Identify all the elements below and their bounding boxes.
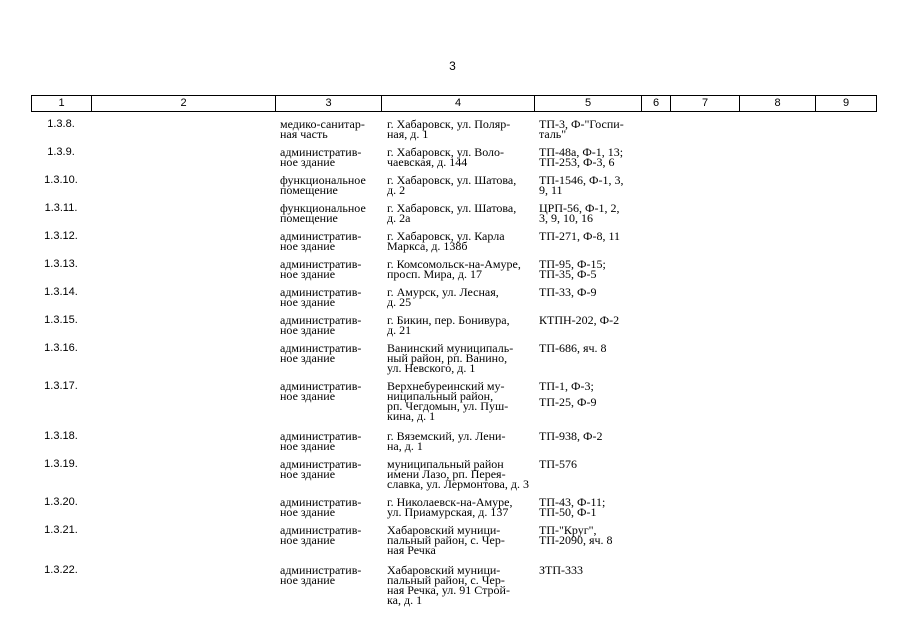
object-type-line: административ- [280, 429, 362, 443]
row-number: 1.3.10. [44, 174, 78, 186]
power-source [539, 525, 639, 545]
power-source-line: таль" [539, 127, 567, 141]
power-source [539, 315, 639, 325]
object-address [387, 203, 532, 223]
row-number: 1.3.17. [44, 380, 78, 392]
object-address-line: д. 2 [387, 183, 406, 197]
object-address-line: г. Амурск, ул. Лесная, [387, 285, 499, 299]
object-address-line: пальный район, с. Чер- [387, 573, 505, 587]
object-type [280, 119, 380, 139]
power-source [539, 147, 639, 167]
object-address-line: г. Хабаровск, ул. Шатова, [387, 201, 517, 215]
object-type-line: ное здание [280, 439, 336, 453]
object-address [387, 315, 532, 335]
object-address-line: кина, д. 1 [387, 409, 436, 423]
object-type [280, 459, 380, 479]
object-type-line: административ- [280, 523, 362, 537]
object-type [280, 147, 380, 167]
object-address-line: Хабаровский муници- [387, 563, 501, 577]
object-type [280, 259, 380, 279]
object-type-line: ное здание [280, 155, 336, 169]
object-type [280, 287, 380, 307]
power-source-line: ТП-95, Ф-15; [539, 257, 606, 271]
power-source-line: ТП-1, Ф-3; [539, 379, 594, 393]
object-type-line: административ- [280, 495, 362, 509]
object-address-line: д. 25 [387, 295, 412, 309]
object-address-line: Хабаровский муници- [387, 523, 501, 537]
object-address [387, 259, 532, 279]
object-type-line: административ- [280, 145, 362, 159]
object-type-line: административ- [280, 229, 362, 243]
object-address-line: ка, д. 1 [387, 593, 423, 607]
object-type-line: ное здание [280, 267, 336, 281]
row-number: 1.3.14. [44, 286, 78, 298]
object-address-line: ная Речка, ул. 91 Строй- [387, 583, 510, 597]
power-source-line: 9, 11 [539, 183, 563, 197]
object-address-line: д. 21 [387, 323, 412, 337]
object-address-line: муниципальный район [387, 457, 504, 471]
power-source [539, 497, 639, 517]
power-source-line: КТПН-202, Ф-2 [539, 313, 620, 327]
object-type-line: административ- [280, 285, 362, 299]
object-address [387, 459, 532, 489]
object-type [280, 203, 380, 223]
object-type [280, 525, 380, 545]
object-address-line: г. Хабаровск, ул. Поляр- [387, 117, 511, 131]
power-source-line: ТП-25, Ф-9 [539, 395, 597, 409]
object-address-line: ная Речка [387, 543, 436, 557]
object-type-line: функциональное [280, 173, 366, 187]
power-source [539, 381, 639, 407]
header-col-5: 5 [535, 96, 642, 111]
header-col-3: 3 [276, 96, 382, 111]
object-type [280, 315, 380, 335]
object-address [387, 343, 532, 373]
row-number: 1.3.21. [44, 524, 78, 536]
object-type-line: помещение [280, 211, 338, 225]
row-number: 1.3.8. [47, 118, 75, 130]
object-type-line: административ- [280, 379, 362, 393]
power-source-line: ТП-3, Ф-"Госпи- [539, 117, 624, 131]
object-address-line: Верхнебуреинский му- [387, 379, 505, 393]
object-type-line: помещение [280, 183, 338, 197]
power-source-line: ТП-"Круг", [539, 523, 597, 537]
power-source [539, 459, 639, 469]
object-address [387, 231, 532, 251]
object-address [387, 565, 532, 605]
object-address [387, 497, 532, 517]
object-type-line: ное здание [280, 467, 336, 481]
power-source-line: ТП-33, Ф-9 [539, 285, 597, 299]
power-source-line: ТП-48а, Ф-1, 13; [539, 145, 624, 159]
object-address-line: пальный район, с. Чер- [387, 533, 505, 547]
power-source [539, 431, 639, 441]
object-type-line: ное здание [280, 505, 336, 519]
header-col-4: 4 [382, 96, 535, 111]
object-address-line: г. Хабаровск, ул. Воло- [387, 145, 505, 159]
object-type-line: ное здание [280, 295, 336, 309]
object-address-line: ная, д. 1 [387, 127, 429, 141]
row-number: 1.3.12. [44, 230, 78, 242]
power-source-line: ТП-43, Ф-11; [539, 495, 606, 509]
object-type-line: ное здание [280, 573, 336, 587]
object-type [280, 497, 380, 517]
object-address-line: г. Николаевск-на-Амуре, [387, 495, 513, 509]
object-address [387, 381, 532, 421]
power-source-line: ЦРП-56, Ф-1, 2, [539, 201, 620, 215]
object-type-line: ное здание [280, 533, 336, 547]
object-type-line: административ- [280, 457, 362, 471]
object-type-line: административ- [280, 341, 362, 355]
object-type [280, 381, 380, 401]
object-type [280, 565, 380, 585]
object-address-line: г. Вяземский, ул. Лени- [387, 429, 506, 443]
row-number: 1.3.16. [44, 342, 78, 354]
power-source [539, 565, 639, 575]
object-address-line: имени Лазо, рп. Перея- [387, 467, 506, 481]
object-type-line: ное здание [280, 389, 336, 403]
object-address [387, 175, 532, 195]
object-address-line: рп. Чегдомын, ул. Пуш- [387, 399, 509, 413]
power-source [539, 175, 639, 195]
object-address-line: Маркса, д. 138б [387, 239, 468, 253]
row-number: 1.3.22. [44, 564, 78, 576]
row-number: 1.3.9. [47, 146, 75, 158]
object-address-line: г. Хабаровск, ул. Шатова, [387, 173, 517, 187]
object-type-line: ное здание [280, 351, 336, 365]
object-address-line: ный район, рп. Ванино, [387, 351, 508, 365]
power-source [539, 343, 639, 353]
object-address [387, 525, 532, 555]
power-source-line: 3, 9, 10, 16 [539, 211, 593, 225]
object-address-line: просп. Мира, д. 17 [387, 267, 482, 281]
object-type-line: административ- [280, 257, 362, 271]
power-source [539, 119, 639, 139]
power-source-line: ТП-253, Ф-3, 6 [539, 155, 615, 169]
header-col-2: 2 [92, 96, 276, 111]
header-col-1: 1 [32, 96, 92, 111]
object-type [280, 431, 380, 451]
object-address-line: ул. Приамурская, д. 137 [387, 505, 509, 519]
power-source-line: ТП-686, яч. 8 [539, 341, 607, 355]
object-address-line: чаевская, д. 144 [387, 155, 468, 169]
page-number: 3 [449, 59, 456, 73]
object-type-line: ная часть [280, 127, 328, 141]
row-number: 1.3.18. [44, 430, 78, 442]
object-type [280, 175, 380, 195]
object-address [387, 119, 532, 139]
row-number: 1.3.13. [44, 258, 78, 270]
object-address-line: г. Хабаровск, ул. Карла [387, 229, 505, 243]
power-source [539, 287, 639, 297]
power-source-line: ТП-1546, Ф-1, 3, [539, 173, 624, 187]
power-source-line: ТП-50, Ф-1 [539, 505, 597, 519]
power-source-line: ТП-576 [539, 457, 577, 471]
object-type-line: ное здание [280, 239, 336, 253]
header-col-6: 6 [642, 96, 671, 111]
object-address-line: д. 2а [387, 211, 411, 225]
row-number: 1.3.15. [44, 314, 78, 326]
object-address-line: славка, ул. Лермонтова, д. 3 [387, 477, 529, 491]
object-type-line: ное здание [280, 323, 336, 337]
power-source [539, 203, 639, 223]
table-header [31, 95, 877, 112]
object-address [387, 287, 532, 307]
power-source [539, 259, 639, 279]
object-address [387, 431, 532, 451]
object-address-line: ниципальный район, [387, 389, 494, 403]
object-address-line: г. Бикин, пер. Бонивура, [387, 313, 510, 327]
object-type-line: функциональное [280, 201, 366, 215]
power-source-line: ЗТП-333 [539, 563, 584, 577]
power-source-line: ТП-2090, яч. 8 [539, 533, 613, 547]
power-source [539, 231, 639, 241]
header-col-8: 8 [740, 96, 816, 111]
object-type [280, 343, 380, 363]
power-source-line: ТП-271, Ф-8, 11 [539, 229, 621, 243]
object-type-line: медико-санитар- [280, 117, 365, 131]
header-col-7: 7 [671, 96, 740, 111]
object-address-line: Ванинский муниципаль- [387, 341, 514, 355]
object-type-line: административ- [280, 563, 362, 577]
row-number: 1.3.20. [44, 496, 78, 508]
object-address-line: на, д. 1 [387, 439, 423, 453]
header-col-9: 9 [842, 97, 850, 109]
object-address-line: г. Комсомольск-на-Амуре, [387, 257, 521, 271]
object-address-line: ул. Невского, д. 1 [387, 361, 476, 375]
row-number: 1.3.11. [44, 202, 78, 214]
object-address [387, 147, 532, 167]
object-type [280, 231, 380, 251]
power-source-line: ТП-938, Ф-2 [539, 429, 603, 443]
row-number: 1.3.19. [44, 458, 78, 470]
object-type-line: административ- [280, 313, 362, 327]
power-source-line: ТП-35, Ф-5 [539, 267, 597, 281]
